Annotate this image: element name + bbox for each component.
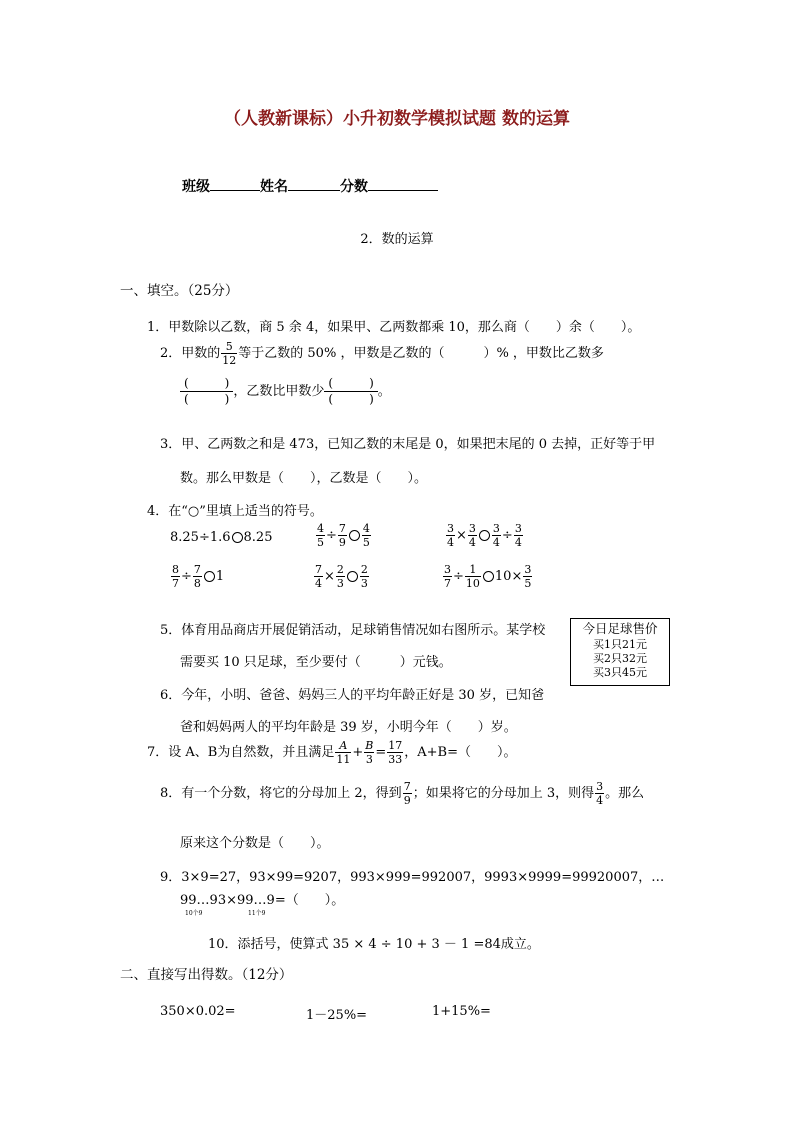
- q2-den: 12: [222, 354, 237, 367]
- d: 5: [317, 536, 324, 549]
- q4-expr-3: [445, 522, 524, 549]
- frac: [523, 563, 532, 590]
- frac: [336, 563, 345, 590]
- calc-2: 1－25%=: [306, 1008, 368, 1023]
- e1-left: 8.25÷1.6: [170, 530, 231, 545]
- class-blank: [210, 176, 260, 191]
- question-10: 10．添括号，使算式 35 × 4 ÷ 10 + 3 － 1 =84成立。: [208, 937, 540, 952]
- q8-pre: 8．有一个分数，将它的分母加上 2，得到: [160, 786, 402, 801]
- op: ×: [324, 569, 335, 584]
- compare-circle[interactable]: [483, 571, 494, 582]
- n: 3: [514, 522, 522, 535]
- op: ×: [456, 528, 467, 543]
- op: ÷: [326, 528, 337, 543]
- question-7: [147, 739, 517, 766]
- frac: [595, 780, 604, 807]
- compare-circle[interactable]: [232, 532, 243, 543]
- score-label: 分数: [340, 179, 368, 195]
- d: 7: [172, 577, 179, 590]
- op: ÷: [501, 528, 513, 543]
- question-3-line-2: 数。那么甲数是（ ），乙数是（ ）。: [180, 471, 428, 486]
- d: 33: [388, 753, 403, 766]
- student-info: [182, 176, 438, 196]
- d: 8: [193, 577, 201, 590]
- compare-circle[interactable]: [349, 530, 360, 541]
- frac: [193, 563, 202, 590]
- d: 3: [360, 577, 368, 590]
- d: 11: [336, 753, 351, 766]
- question-6-line-1: 6．今年，小明、爸爸、妈妈三人的平均年龄正好是 30 岁，已知爸: [160, 688, 545, 703]
- frac: [360, 563, 369, 590]
- frac: [514, 522, 523, 549]
- pf2-num: ( ): [324, 376, 377, 392]
- q8-post: 。那么: [605, 786, 645, 801]
- frac: [364, 739, 374, 766]
- d: 9: [338, 536, 346, 549]
- compare-circle[interactable]: [204, 571, 215, 582]
- d: 3: [336, 577, 344, 590]
- q9-part-a: 99…93: [180, 893, 227, 908]
- d: 4: [447, 536, 454, 549]
- page-title: （人教新课标）小升初数学模拟试题 数的运算: [224, 109, 570, 129]
- section-1-heading: 一、填空。（25分）: [120, 283, 239, 299]
- q2-num: 5: [221, 340, 237, 354]
- d: 7: [444, 577, 451, 590]
- d: 10: [465, 577, 480, 590]
- n: 3: [524, 563, 532, 576]
- q9-part-c: =（ ）。: [274, 893, 345, 908]
- tail: 10×: [494, 569, 523, 584]
- n: 3: [468, 522, 476, 535]
- op: =: [375, 745, 387, 760]
- question-2-line-2: [180, 376, 391, 407]
- q2-line2-text: ，乙数比甲数少: [233, 384, 325, 399]
- q7-post: ，A+B=（ ）。: [404, 745, 517, 760]
- e1-right: 8.25: [243, 530, 273, 545]
- q4-expr-5: [313, 563, 370, 590]
- question-3-line-1: 3．甲、乙两数之和是 473，已知乙数的末尾是 0，如果把末尾的 0 去掉，正好等于甲: [160, 437, 656, 452]
- frac: [387, 739, 403, 766]
- question-2-line-1: [160, 340, 604, 367]
- price-box-head: 今日足球售价: [582, 621, 658, 636]
- n: 3: [447, 522, 454, 535]
- section-2-heading: 二、直接写出得数。（12分）: [120, 967, 293, 983]
- calc-3: 1+15%=: [432, 1004, 491, 1019]
- frac: [465, 563, 481, 590]
- frac: [443, 563, 452, 590]
- question-9-line-1: 9．3×9=27，93×99=9207，993×999=992007，9993×9999=99920007，…: [160, 870, 665, 885]
- q7-pre: 7．设 A、B为自然数，并且满足: [147, 745, 335, 760]
- frac: [314, 563, 323, 590]
- n: 4: [362, 522, 370, 535]
- n: 2: [336, 563, 344, 576]
- pf1-den: ( ): [184, 392, 230, 406]
- score-blank: [368, 176, 438, 191]
- tail: 1: [215, 569, 225, 584]
- frac: [171, 563, 180, 590]
- section-subtitle: 2．数的运算: [360, 232, 434, 247]
- pf2-den: ( ): [328, 392, 374, 406]
- q9-note-2: 11个9: [248, 910, 266, 917]
- q4-expr-4: [170, 563, 224, 590]
- n: 7: [193, 563, 201, 576]
- q4-expr-2: [315, 522, 372, 549]
- name-blank: [288, 176, 340, 191]
- n: 4: [317, 522, 324, 535]
- q2-mid: 等于乙数的 50% ，甲数是乙数的（ ）% ，甲数比乙数多: [238, 346, 604, 361]
- paren-fraction-1: [180, 376, 233, 407]
- d: 4: [492, 536, 500, 549]
- n: 3: [596, 780, 604, 793]
- op: +: [352, 745, 364, 760]
- q9-note-1: 10个9: [185, 910, 203, 917]
- d: 3: [365, 753, 373, 766]
- question-9-line-2: [180, 889, 344, 908]
- q2-end: 。: [377, 384, 391, 399]
- price-row-1: 买1只21元: [593, 638, 647, 651]
- pf1-num: ( ): [180, 376, 233, 392]
- question-5-line-1: 5．体育用品商店开展促销活动，足球销售情况如右图所示。某学校: [160, 623, 546, 638]
- frac: [446, 522, 455, 549]
- d: 4: [596, 794, 604, 807]
- class-label: 班级: [182, 179, 210, 195]
- q4-expr-1: [170, 530, 272, 545]
- question-1: 1．甲数除以乙数，商 5 余 4，如果甲、乙两数都乘 10，那么商（ ）余（ ）。: [147, 320, 641, 335]
- q2-pre: 2．甲数的: [160, 346, 221, 361]
- frac: [316, 522, 325, 549]
- op: ÷: [181, 569, 192, 584]
- q9-part-b: ×99…9: [226, 893, 275, 908]
- d: 5: [362, 536, 370, 549]
- compare-circle[interactable]: [347, 571, 358, 582]
- n: 1: [465, 563, 481, 577]
- price-box: [570, 618, 670, 686]
- compare-circle[interactable]: [479, 530, 490, 541]
- n: A: [335, 739, 351, 753]
- q4-expr-6: [442, 563, 533, 590]
- frac: [403, 780, 412, 807]
- question-6-line-2: 爸和妈妈两人的平均年龄是 39 岁，小明今年（ ）岁。: [180, 720, 517, 735]
- op: ÷: [453, 569, 464, 584]
- name-label: 姓名: [260, 179, 288, 195]
- price-row-2: 买2只32元: [593, 652, 647, 665]
- paren-fraction-2: [324, 376, 377, 407]
- frac: [468, 522, 477, 549]
- n: B: [365, 739, 374, 752]
- n: 17: [388, 739, 403, 752]
- n: 7: [403, 780, 411, 793]
- d: 4: [514, 536, 522, 549]
- n: 3: [492, 522, 500, 535]
- q8-mid: ；如果将它的分母加上 3，则得: [412, 786, 595, 801]
- n: 7: [338, 522, 346, 535]
- question-5-line-2: 需要买 10 只足球，至少要付（ ）元钱。: [180, 655, 452, 670]
- d: 9: [403, 794, 411, 807]
- fraction-5-12: [221, 340, 237, 367]
- d: 4: [315, 577, 322, 590]
- n: 7: [315, 563, 322, 576]
- n: 8: [172, 563, 179, 576]
- n: 3: [444, 563, 451, 576]
- frac: [362, 522, 371, 549]
- calc-1: 350×0.02=: [160, 1004, 236, 1019]
- frac: [492, 522, 501, 549]
- question-4-heading: 4．在“○”里填上适当的符号。: [147, 504, 323, 519]
- d: 5: [524, 577, 532, 590]
- n: 2: [360, 563, 368, 576]
- frac: [335, 739, 351, 766]
- frac: [338, 522, 347, 549]
- question-8-line-1: [160, 780, 644, 807]
- question-8-line-2: 原来这个分数是（ ）。: [180, 836, 330, 851]
- d: 4: [468, 536, 476, 549]
- price-row-3: 买3只45元: [593, 666, 647, 679]
